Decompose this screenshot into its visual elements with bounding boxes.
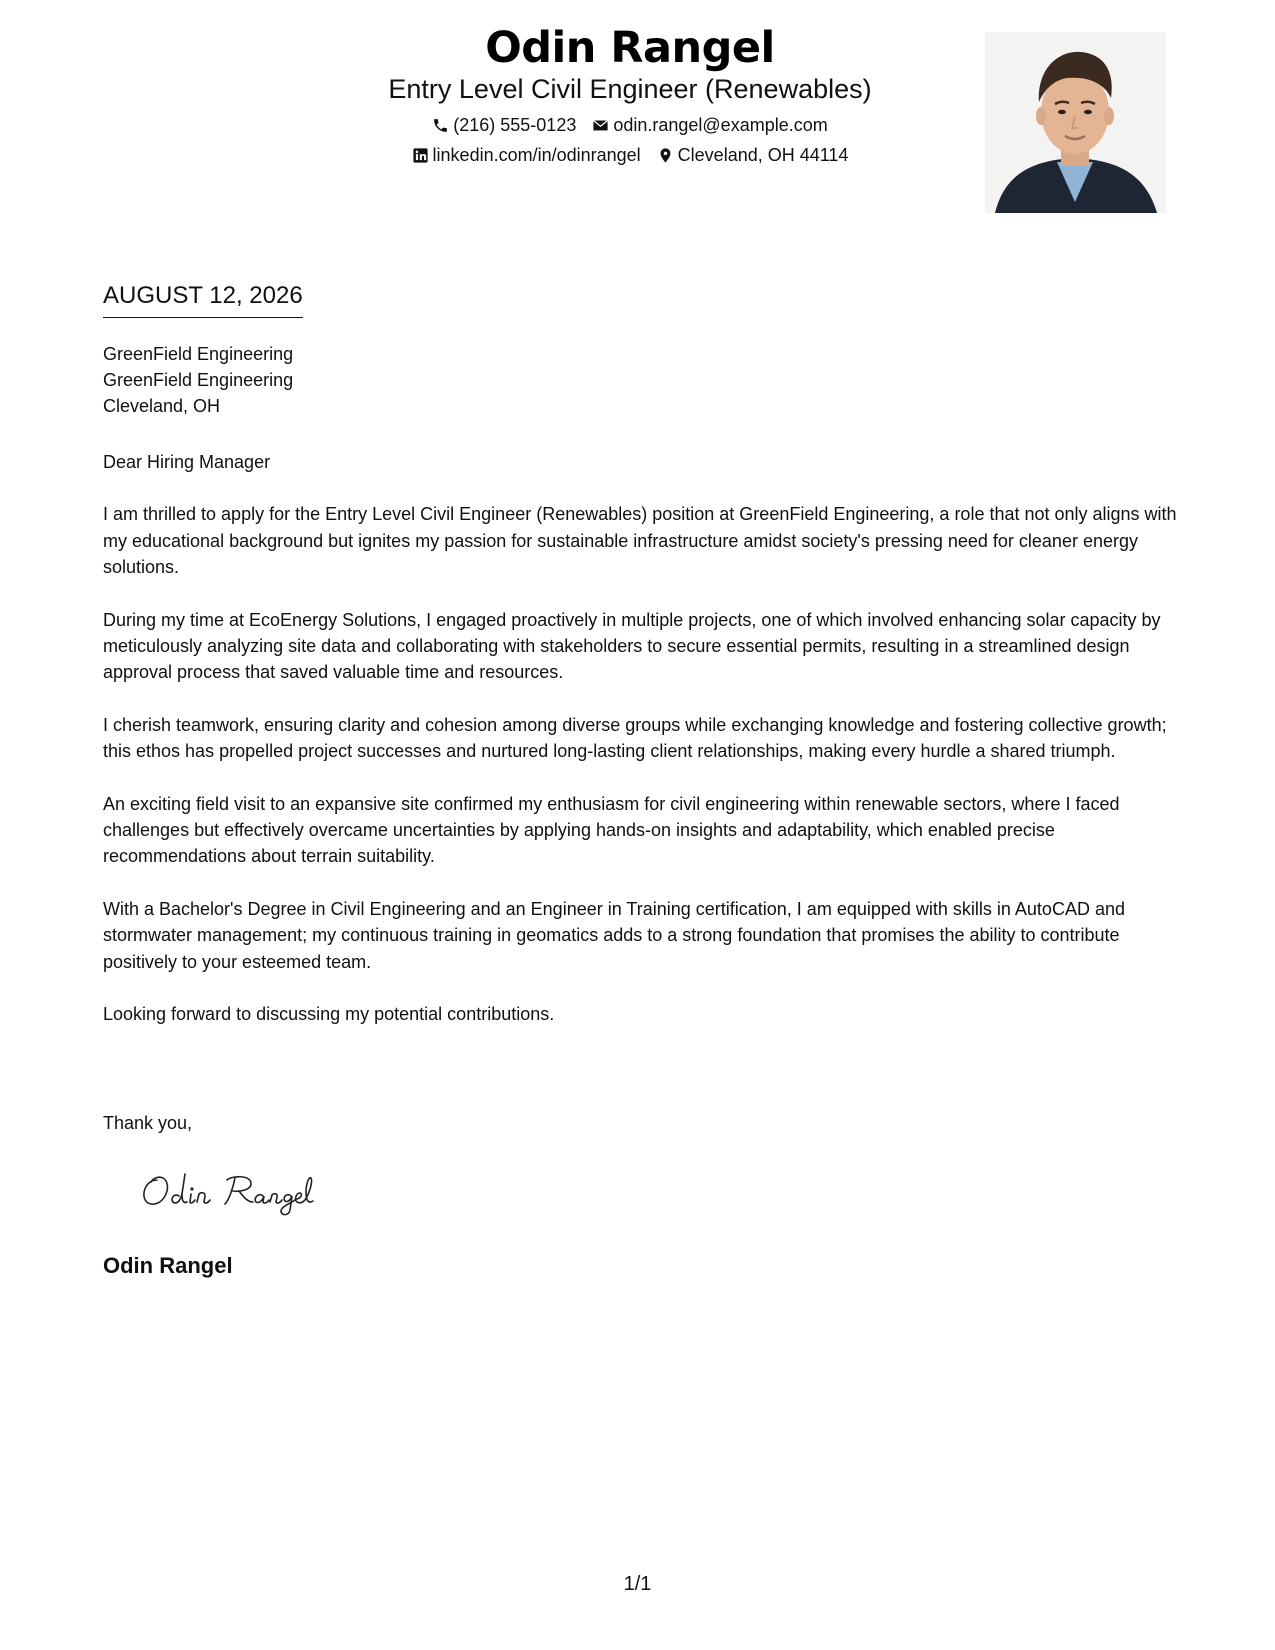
email-text[interactable]: odin.rangel@example.com — [613, 115, 828, 135]
contact-line-2 — [300, 144, 960, 166]
applicant-name: Odin Rangel — [485, 23, 775, 73]
contact-phone — [432, 114, 576, 136]
salutation: Dear Hiring Manager — [103, 452, 271, 472]
letter-date: AUGUST 12, 2026 — [103, 281, 303, 318]
phone-text: (216) 555-0123 — [453, 115, 577, 135]
linkedin-text[interactable]: linkedin.com/in/odinrangel — [432, 145, 641, 165]
phone-icon — [432, 117, 449, 134]
location-text: Cleveland, OH 44114 — [677, 145, 849, 165]
linkedin-icon — [412, 147, 429, 164]
body-paragraph: I am thrilled to apply for the Entry Level Civil Engineer (Renewables) position at GreenField Engineering, a role that not only aligns with my educational background but ignites my passion for sustainable infrastructure amidst society's pressing need for cleaner energy solutions. — [103, 504, 1177, 578]
recipient-address — [103, 341, 293, 419]
date-block — [103, 281, 303, 318]
closing: Thank you, — [103, 1113, 193, 1133]
body-paragraph: An exciting field visit to an expansive site confirmed my enthusiasm for civil engineering within renewable sectors, where I faced challenges but effectively overcame uncertainties by applying hands-on insights and adaptability, which enabled precise recommendations about terrain suitability. — [103, 793, 1120, 867]
body-paragraph: During my time at EcoEnergy Solutions, I engaged proactively in multiple projects, one of which involved enhancing solar capacity by meticulously analyzing site data and collaborating with stakeholders to secure essential permits, resulting in a streamlined design approval process that saved valuable time and resources. — [103, 609, 1161, 683]
contact-email[interactable] — [592, 114, 827, 136]
body-paragraph: I cherish teamwork, ensuring clarity and cohesion among diverse groups while exchanging knowledge and fostering collective growth; this ethos has propelled project successes and nurtured long-lasting client relationships, making every hurdle a shared triumph. — [103, 714, 1167, 762]
signer-name: Odin Rangel — [103, 1253, 233, 1278]
profile-photo — [985, 32, 1166, 213]
contact-linkedin[interactable] — [412, 144, 641, 166]
contact-location — [657, 144, 849, 166]
map-pin-icon — [657, 147, 674, 164]
handwritten-signature — [135, 1158, 335, 1218]
page-number: 1/1 — [623, 1573, 652, 1595]
contact-line-1 — [300, 114, 960, 136]
envelope-icon — [592, 117, 609, 134]
letter-header — [300, 22, 960, 166]
letter-body — [103, 449, 1183, 1054]
recipient-line: GreenField Engineering — [103, 344, 294, 364]
body-paragraph: With a Bachelor's Degree in Civil Engineering and an Engineer in Training certification, I am equipped with skills in AutoCAD and stormwater management; my continuous training in geomatics adds to a strong foundation that promises the ability to contribute positively to your esteemed team. — [103, 898, 1125, 972]
recipient-line: Cleveland, OH — [103, 396, 221, 416]
recipient-line: GreenField Engineering — [103, 370, 294, 390]
body-paragraph: Looking forward to discussing my potential contributions. — [103, 1004, 555, 1025]
applicant-title: Entry Level Civil Engineer (Renewables) — [388, 74, 872, 104]
